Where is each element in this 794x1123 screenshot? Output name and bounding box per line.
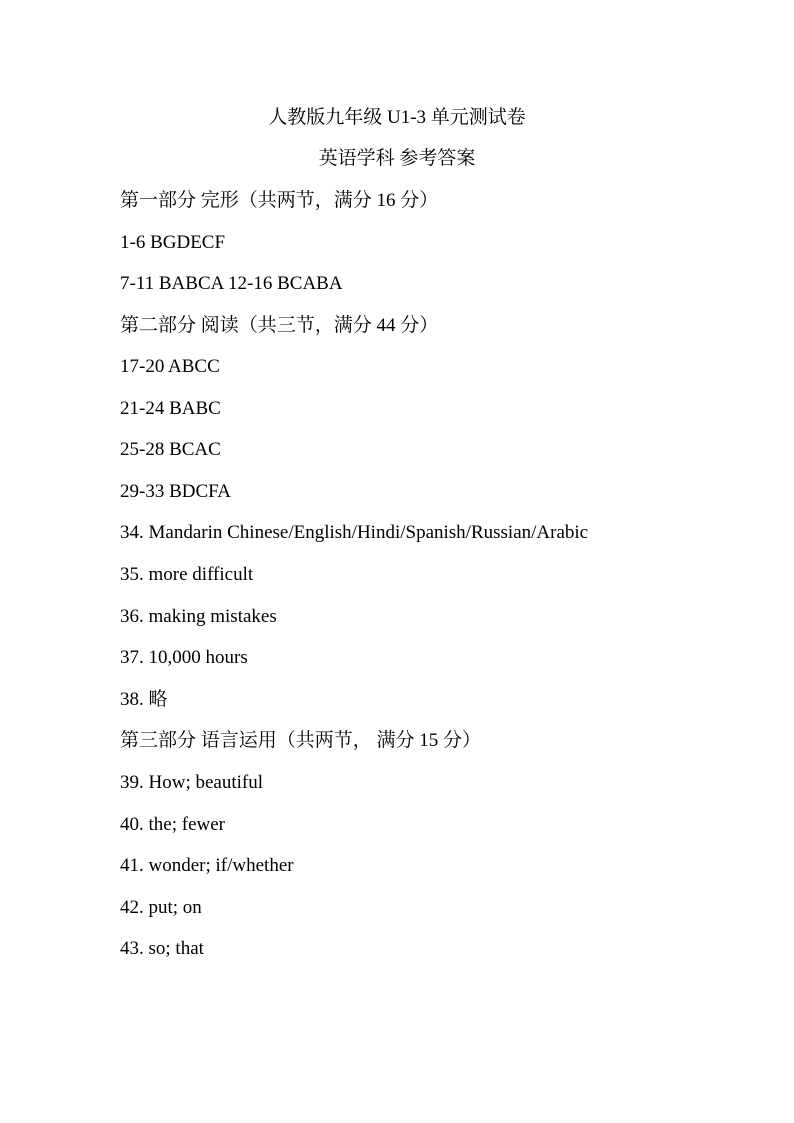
section-heading-language-use: 第三部分 语言运用（共两节， 满分 15 分） [120, 730, 482, 751]
answer-line: 25-28 BCAC [120, 439, 221, 460]
section-heading-reading: 第二部分 阅读（共三节，满分 44 分） [120, 315, 439, 336]
answer-line: 34. Mandarin Chinese/English/Hindi/Spanish/Russian/Arabic [120, 522, 589, 543]
answer-line: 37. 10,000 hours [120, 647, 248, 668]
answer-line: 7-11 BABCA 12-16 BCABA [120, 273, 343, 294]
answer-line: 1-6 BGDECF [120, 232, 226, 253]
answer-line: 29-33 BDCFA [120, 481, 232, 502]
section-heading-cloze: 第一部分 完形（共两节，满分 16 分） [120, 190, 439, 211]
answer-line: 39. How; beautiful [120, 772, 264, 793]
answer-line: 35. more difficult [120, 564, 254, 585]
answer-line: 41. wonder; if/whether [120, 855, 294, 876]
answer-line: 17-20 ABCC [120, 356, 220, 377]
answer-line: 42. put; on [120, 897, 202, 918]
answer-line: 36. making mistakes [120, 606, 277, 627]
answer-line: 21-24 BABC [120, 398, 221, 419]
answer-line: 40. the; fewer [120, 814, 225, 835]
document-subtitle: 英语学科 参考答案 [318, 148, 476, 169]
answer-line: 43. so; that [120, 938, 204, 959]
document-title: 人教版九年级 U1-3 单元测试卷 [268, 107, 526, 128]
answer-line: 38. 略 [120, 689, 168, 710]
